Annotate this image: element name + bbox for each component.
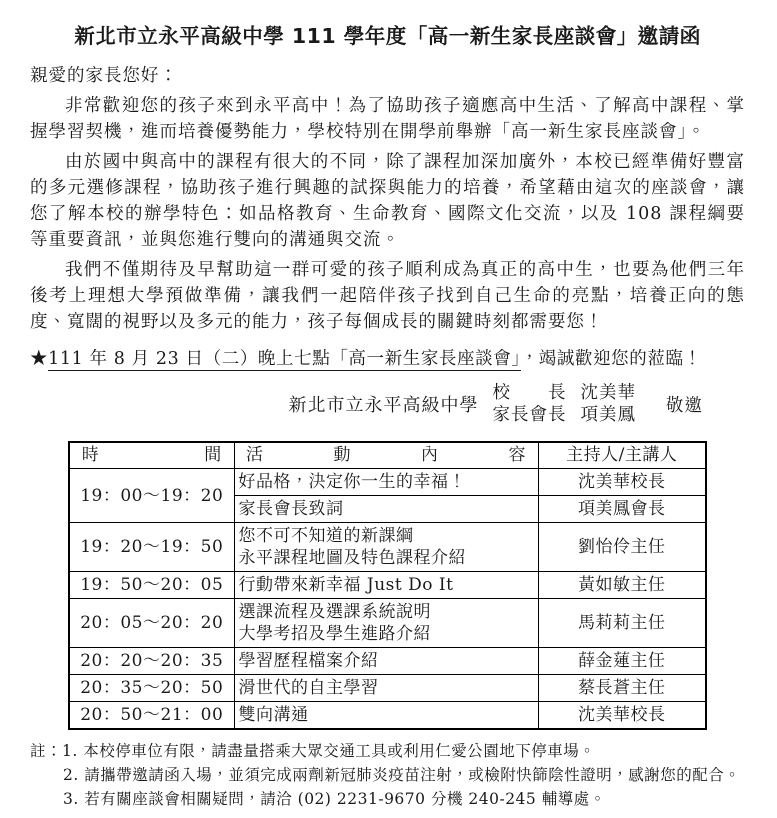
activity-cell: 雙向溝通: [234, 702, 538, 730]
note-text: 1. 本校停車位有限，請盡量搭乘大眾交通工具或利用仁愛公園地下停車場。: [62, 742, 596, 760]
activity-line: 您不可不知道的新課綱: [238, 526, 414, 546]
presenter-cell: 沈美華校長: [538, 469, 706, 496]
table-row: [69, 469, 706, 496]
table-row: [69, 648, 706, 675]
activity-cell: [234, 599, 538, 648]
activity-cell: 學習歷程檔案介紹: [234, 648, 538, 675]
presenter-cell: 蔡長蒼主任: [538, 675, 706, 702]
activity-cell: 好品格，決定你一生的幸福！: [234, 469, 538, 496]
presenter-cell: 薛金蓮主任: [538, 648, 706, 675]
principal-name: 沈美華: [580, 383, 636, 403]
school-name: 新北市立永平高級中學: [288, 395, 479, 416]
event-datetime-underlined: 111 年 8 月 23 日（二）晚上七點「高一新生家長座談會」: [48, 349, 521, 369]
time-cell: 20：50～21：00: [69, 702, 234, 730]
chair-name: 項美鳳: [580, 405, 636, 425]
table-row: [69, 675, 706, 702]
schedule-table: [68, 441, 707, 730]
presenter-cell: 馬莉莉主任: [538, 599, 706, 648]
header-time: 時 間: [69, 442, 234, 469]
principal-title: 校 長: [492, 383, 567, 403]
activity-line: 永平課程地圖及特色課程介紹: [238, 548, 466, 568]
paragraph-expectation: 我們不僅期待及早幫助這一群可愛的孩子順利成為真正的高中生，也要為他們三年後考上理想大學預做準備，讓我們一起陪伴孩子找到自己生命的亮點，培養正向的態度、寬闊的視野以及多元的能力，孩子每個成長的關鍵時刻都需要您！: [30, 260, 745, 332]
page-title: 新北市立永平高級中學 111 學年度「高一新生家長座談會」邀請函: [74, 24, 701, 48]
signer-list: [493, 382, 637, 426]
footnotes: [30, 739, 745, 811]
activity-cell: [234, 523, 538, 572]
time-cell: 20：05～20：20: [69, 599, 234, 648]
chair-title: 家長會長: [492, 405, 567, 425]
activity-cell: 行動帶來新幸福 Just Do It: [234, 572, 538, 599]
table-row: [69, 702, 706, 730]
greeting: 親愛的家長您好：: [30, 66, 178, 86]
time-cell: 20：35～20：50: [69, 675, 234, 702]
presenter-cell: 沈美華校長: [538, 702, 706, 730]
header-activity: 活 動 內 容: [234, 442, 538, 469]
header-presenter: 主持人/主講人: [538, 442, 706, 469]
table-row: [69, 572, 706, 599]
signer-chair: [493, 404, 637, 426]
notes-label: 註：: [30, 742, 63, 760]
paragraph-welcome: 非常歡迎您的孩子來到永平高中！為了協助孩子適應高中生活、了解高中課程、掌握學習契機，進而培養優勢能力，學校特別在開學前舉辦「高一新生家長座談會」。: [30, 96, 745, 142]
star-icon: ★: [30, 349, 49, 369]
activity-line: 選課流程及選課系統說明: [238, 602, 431, 622]
note-item: 3. 若有關座談會相關疑問，請洽 (02) 2231-9670 分機 240-245 輔導處。: [63, 790, 606, 808]
table-row: [69, 523, 706, 572]
table-header-row: [69, 442, 706, 469]
closing-salutation: 敬邀: [666, 395, 703, 416]
activity-line: 大學考招及學生進路介紹: [238, 624, 431, 644]
note-item: [30, 739, 745, 763]
time-cell: 20：20～20：35: [69, 648, 234, 675]
table-row: [69, 599, 706, 648]
time-cell: 19：50～20：05: [69, 572, 234, 599]
presenter-cell: 黃如敏主任: [538, 572, 706, 599]
event-announcement: [30, 346, 745, 372]
activity-cell: 家長會長致詞: [234, 496, 538, 523]
activity-cell: 滑世代的自主學習: [234, 675, 538, 702]
note-item: 2. 請攜帶邀請函入場，並須完成兩劑新冠肺炎疫苗注射，或檢附快篩陰性證明，感謝您的配合。: [63, 766, 741, 784]
signer-principal: [493, 383, 637, 403]
presenter-cell: 劉怡伶主任: [538, 523, 706, 572]
announcement-tail: ，竭誠歡迎您的蒞臨！: [520, 349, 702, 369]
presenter-cell: 項美鳳會長: [538, 496, 706, 523]
time-cell: 19：20～19：50: [69, 523, 234, 572]
time-cell: 19：00～19：20: [69, 469, 234, 523]
paragraph-curriculum: 由於國中與高中的課程有很大的不同，除了課程加深加廣外，本校已經準備好豐富的多元選修課程，協助孩子進行興趣的試探與能力的培養，希望藉由這次的座談會，讓您了解本校的辦學特色：如品格教育、生命教育、國際文化交流，以及 108 課程綱要等重要資訊，並與您進行雙向的溝通與交流。: [30, 152, 745, 250]
signature-block: [30, 382, 703, 426]
